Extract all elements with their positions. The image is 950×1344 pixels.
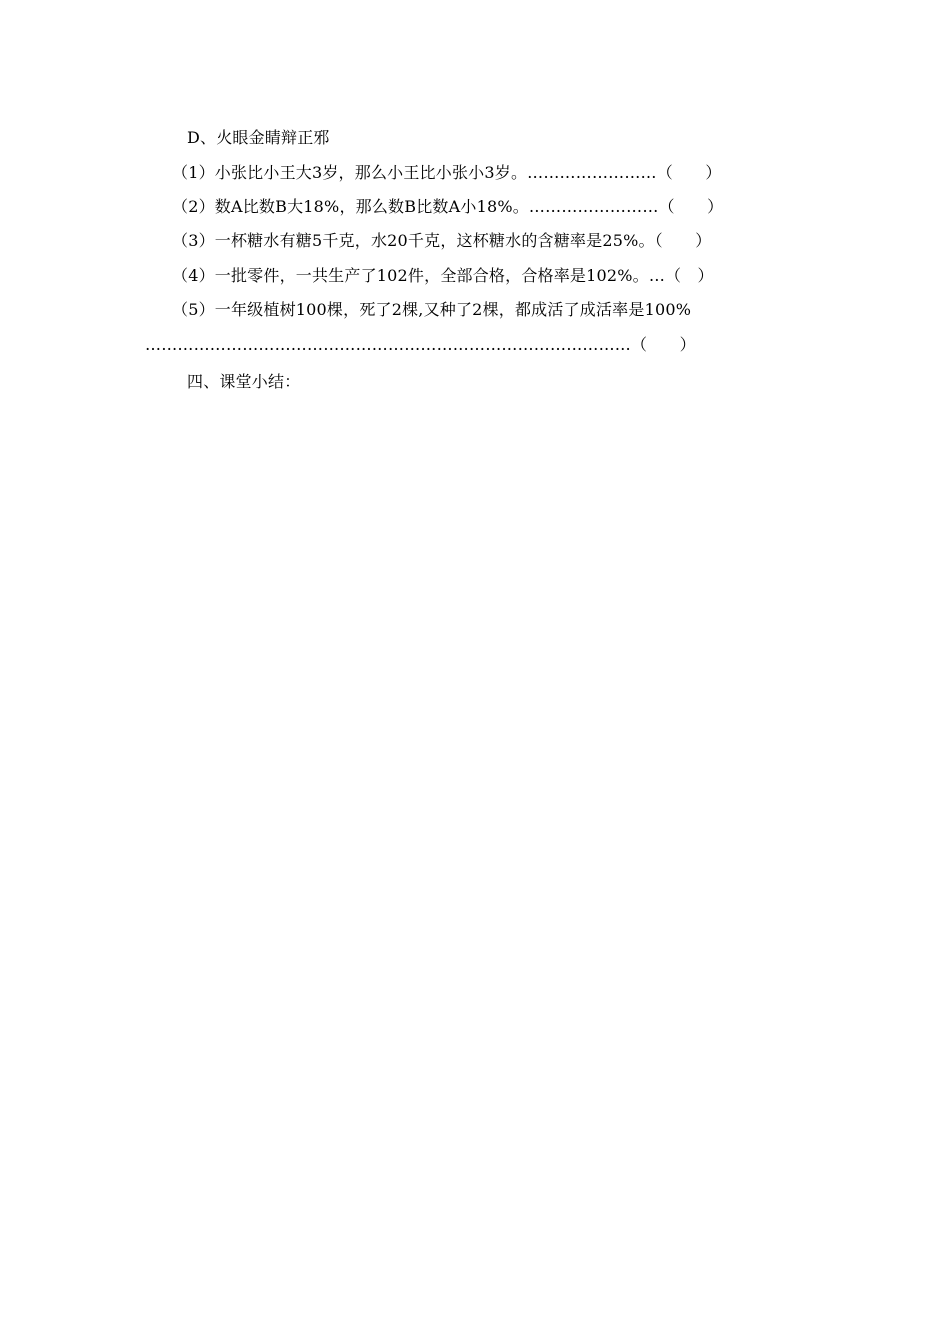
question-item-3: （3）一杯糖水有糖5千克，水20千克，这杯糖水的含糖率是25%。（ ） bbox=[172, 231, 712, 250]
question-item-5-continuation: ………………………………………………………………………………（ ） bbox=[145, 335, 696, 354]
section-d-title: D、火眼金睛辩正邪 bbox=[187, 128, 330, 147]
question-item-5: （5）一年级植树100棵，死了2棵,又种了2棵，都成活了成活率是100% bbox=[172, 300, 692, 319]
question-item-4: （4）一批零件，一共生产了102件，全部合格，合格率是102%。…（ ） bbox=[172, 266, 714, 285]
section-four-title: 四、课堂小结： bbox=[187, 372, 301, 391]
question-item-1: （1）小张比小王大3岁，那么小王比小张小3岁。……………………（ ） bbox=[172, 163, 722, 182]
question-item-2: （2）数A比数B大18%，那么数B比数A小18%。……………………（ ） bbox=[172, 197, 724, 216]
